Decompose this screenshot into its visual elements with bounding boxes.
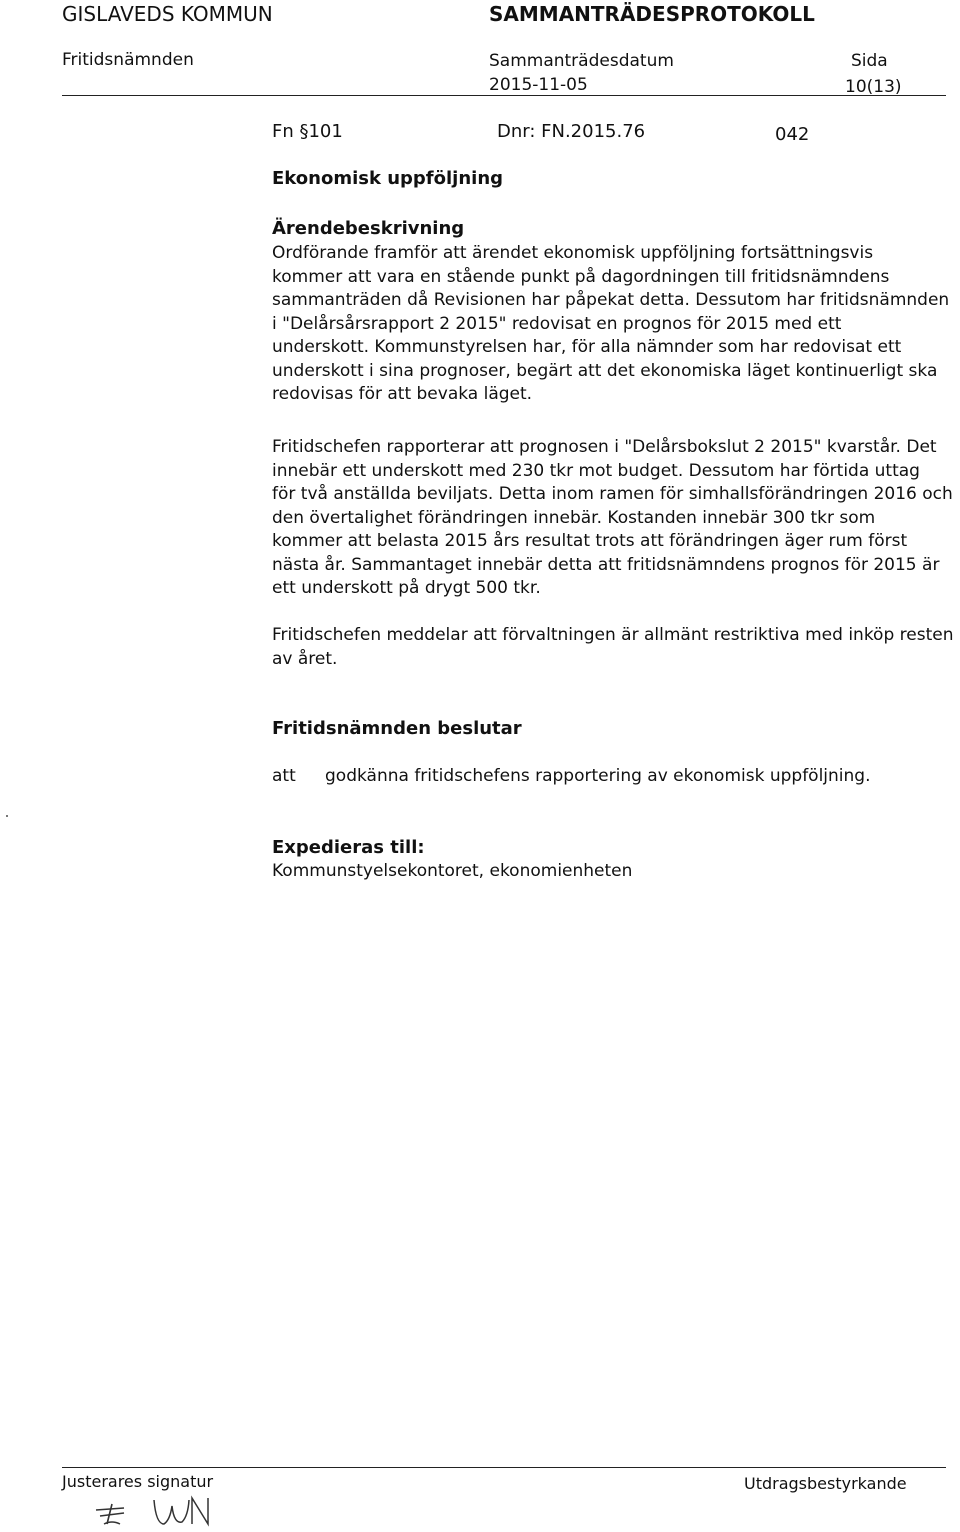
committee-name: Fritidsnämnden (62, 50, 194, 70)
description-paragraph-2 (272, 436, 953, 601)
signature-label: Justerares signatur (62, 1472, 214, 1491)
text-line: av året. (272, 648, 338, 669)
text-line: kommer att vara en stående punkt på dagordningen till fritidsnämndens (272, 266, 890, 287)
municipality-name: GISLAVEDS KOMMUN (62, 2, 273, 26)
header-divider (62, 95, 946, 96)
text-line: Ordförande framför att ärendet ekonomisk uppföljning fortsättningsvis (272, 243, 874, 263)
text-line: underskott i sina prognoser, begärt att det ekonomiska läget kontinuerligt ska (272, 360, 938, 381)
diary-number: Dnr: FN.2015.76 (497, 121, 646, 142)
scan-speck (6, 815, 8, 817)
text-line: nästa år. Sammantaget innebär detta att fritidsnämndens prognos för 2015 är (272, 554, 940, 575)
decision-att: att (272, 766, 296, 786)
meeting-date-value: 2015-11-05 (489, 75, 588, 95)
section-number: Fn §101 (272, 121, 343, 142)
text-line: redovisas för att bevaka läget. (272, 384, 533, 404)
decision-text: godkänna fritidschefens rapportering av ekonomisk uppföljning. (325, 766, 871, 786)
text-line: sammanträden då Revisionen har påpekat detta. Dessutom har fritidsnämnden (272, 290, 950, 310)
text-line: Fritidschefen rapporterar att prognosen i "Delårsbokslut 2 2015" kvarstår. Det (272, 437, 937, 457)
footer-divider (62, 1467, 946, 1468)
case-subject: Ekonomisk uppföljning (272, 168, 504, 189)
text-line: för två anställda beviljats. Detta inom ramen för simhallsförändringen 2016 och (272, 484, 953, 504)
page-label: Sida (851, 51, 888, 71)
text-line: kommer att belasta 2015 års resultat trots att förändringen äger rum först (272, 531, 908, 551)
distribution-heading: Expedieras till: (272, 837, 425, 858)
text-line: den övertalighet förändringen innebär. Kostanden innebär 300 tkr som (272, 507, 876, 528)
description-paragraph-3 (272, 624, 953, 671)
description-heading: Ärendebeskrivning (272, 218, 465, 239)
page-number: 10(13) (845, 77, 902, 97)
text-line: underskott. Kommunstyrelsen har, för alla nämnder som har redovisat ett (272, 337, 902, 357)
text-line: i "Delårsårsrapport 2 2015" redovisat en prognos för 2015 med ett (272, 313, 842, 334)
document-title: SAMMANTRÄDESPROTOKOLL (489, 2, 815, 26)
case-code: 042 (775, 124, 810, 145)
text-line: Fritidschefen meddelar att förvaltningen är allmänt restriktiva med inköp resten (272, 625, 954, 645)
text-line: ett underskott på drygt 500 tkr. (272, 578, 541, 598)
distribution-recipients: Kommunstyelsekontoret, ekonomienheten (272, 861, 633, 881)
text-line: innebär ett underskott med 230 tkr mot budget. Dessutom har förtida uttag (272, 460, 920, 481)
handwritten-signature (90, 1494, 220, 1530)
description-paragraph-1 (272, 242, 949, 407)
extract-certification-label: Utdragsbestyrkande (744, 1474, 907, 1493)
meeting-date-label: Sammanträdesdatum (489, 51, 674, 71)
decision-heading: Fritidsnämnden beslutar (272, 718, 522, 739)
